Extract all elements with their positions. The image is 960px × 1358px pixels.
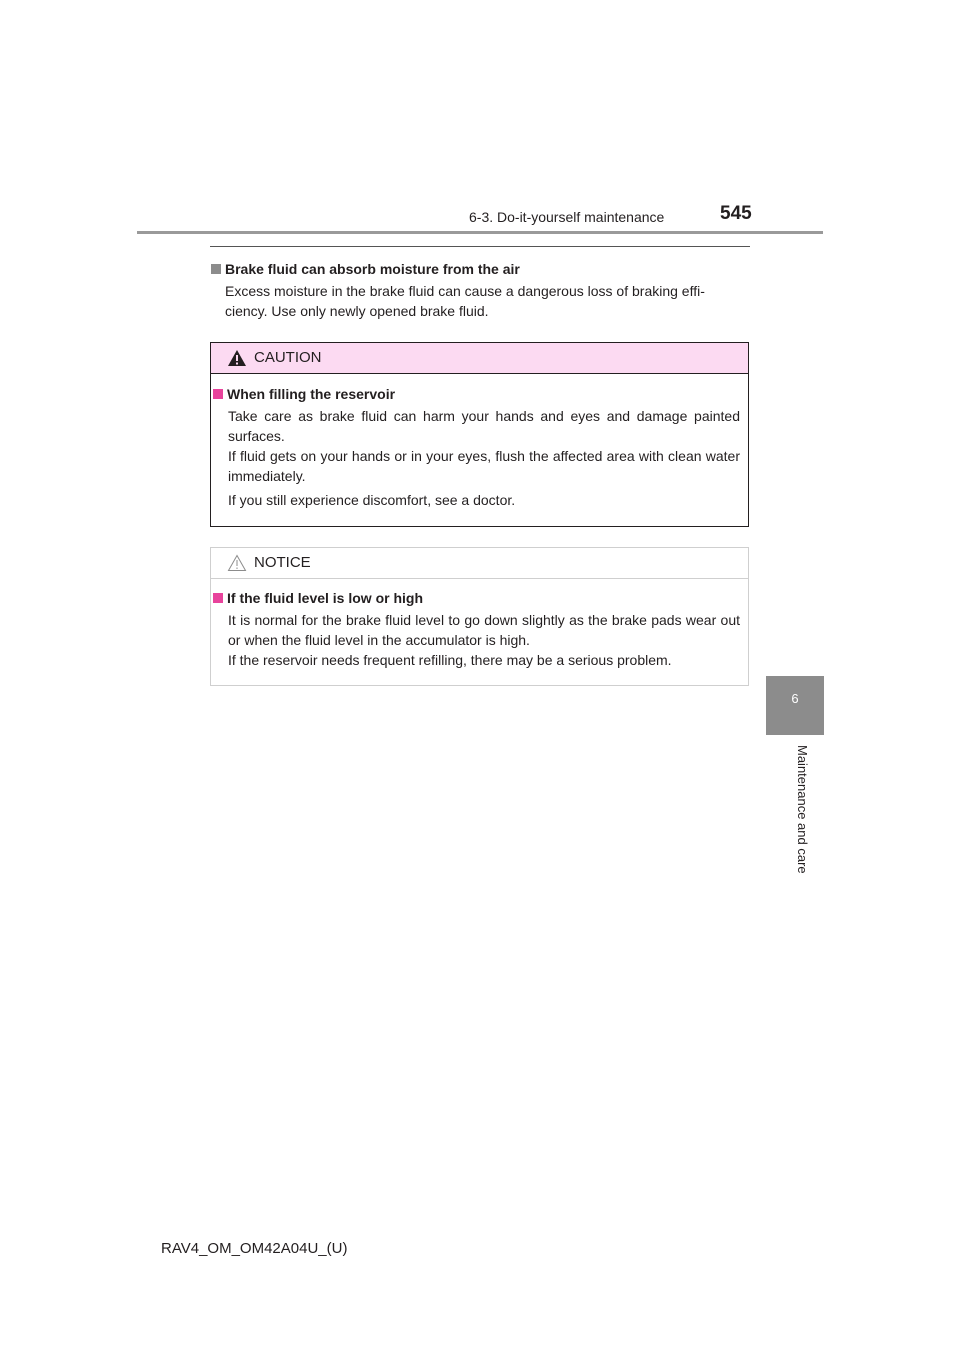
info-body — [225, 281, 745, 321]
caution-box — [210, 342, 749, 527]
caution-heading-text: When filling the reservoir — [227, 386, 396, 402]
caution-heading — [213, 386, 395, 402]
square-bullet-icon — [213, 389, 223, 399]
side-tab — [766, 676, 824, 735]
footer-code: RAV4_OM_OM42A04U_(U) — [161, 1240, 348, 1257]
caution-title: CAUTION — [254, 349, 322, 366]
notice-box — [210, 547, 749, 686]
square-bullet-icon — [213, 593, 223, 603]
notice-title: NOTICE — [254, 554, 311, 571]
warning-triangle-outline-icon — [227, 554, 247, 572]
caution-paragraph: Take care as brake fluid can harm your hands and eyes and damage painted surfaces. — [228, 408, 740, 444]
info-body-line: ciency. Use only newly opened brake fluid. — [225, 303, 489, 319]
notice-heading — [213, 590, 423, 606]
notice-header — [211, 548, 748, 579]
page-number: 545 — [720, 203, 752, 224]
side-label: Maintenance and care — [795, 745, 810, 874]
section-title: 6-3. Do-it-yourself maintenance — [469, 209, 665, 225]
caution-header — [211, 343, 748, 374]
warning-triangle-icon — [227, 349, 247, 367]
caution-paragraph: If you still experience discomfort, see a doctor. — [228, 492, 516, 508]
notice-heading-text: If the fluid level is low or high — [227, 590, 424, 606]
info-heading-text: Brake fluid can absorb moisture from the air — [225, 261, 520, 277]
square-bullet-icon — [211, 264, 221, 274]
notice-paragraph: It is normal for the brake fluid level to go down slightly as the brake pads wear out or when the fluid level in the accumulator is high. — [228, 612, 740, 648]
side-tab-number: 6 — [791, 691, 799, 706]
info-body-line: Excess moisture in the brake fluid can cause a dangerous loss of braking effi- — [225, 283, 705, 299]
caution-paragraph: If fluid gets on your hands or in your eyes, flush the affected area with clean water immediately. — [228, 448, 740, 484]
thin-rule — [210, 246, 750, 247]
info-heading — [211, 261, 520, 277]
notice-paragraph: If the reservoir needs frequent refilling, there may be a serious problem. — [228, 652, 672, 668]
header-line — [137, 231, 823, 234]
